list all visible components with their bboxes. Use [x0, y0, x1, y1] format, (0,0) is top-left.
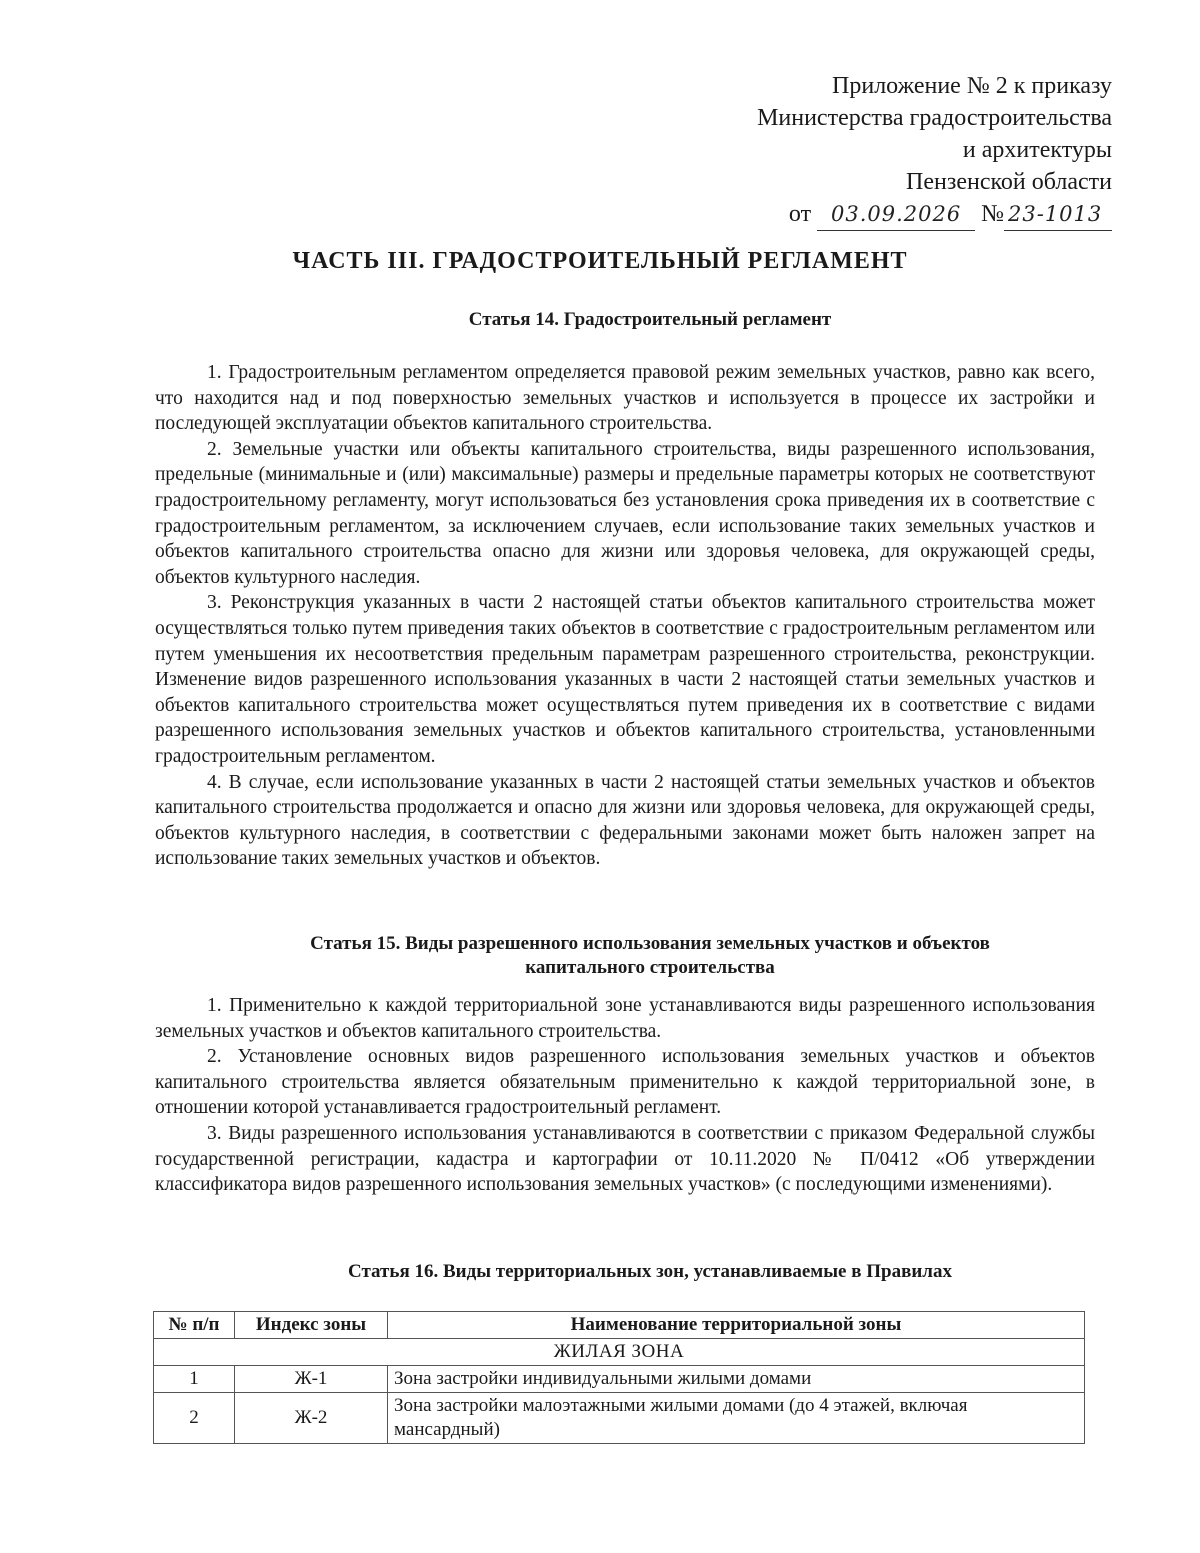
article-14-paragraph: 1. Градостроительным регламентом определяется правовой режим земельных участков, равно как всего, что находится над и под поверхностью земельных участков и используется в процессе их застройки и последующей эксплуатации объектов капитального строительства.: [155, 362, 1095, 435]
approval-block: [757, 70, 1112, 231]
article-16-title: Статья 16. Виды территориальных зон, устанавливаемые в Правилах: [348, 1261, 952, 1282]
row-zone-index: Ж-1: [235, 1366, 388, 1393]
table-row: [154, 1393, 1085, 1444]
zone-group-residential: ЖИЛАЯ ЗОНА: [154, 1339, 1085, 1366]
article-15-title-line-2: капитального строительства: [525, 957, 775, 978]
approval-line-2: Министерства градостроительства: [757, 105, 1112, 131]
order-number: 23-1013: [1004, 198, 1112, 231]
territorial-zones-table: [153, 1311, 1085, 1444]
article-14-title: Статья 14. Градостроительный регламент: [468, 309, 832, 330]
row-number: 2: [154, 1393, 235, 1444]
header-number: № п/п: [154, 1312, 235, 1339]
article-15-paragraph: 1. Применительно к каждой территориальной зоне устанавливаются виды разрешенного использования земельных участков и объектов капитального строительства.: [155, 995, 1095, 1042]
row-zone-index: Ж-2: [235, 1393, 388, 1444]
table-group-row: [154, 1339, 1085, 1366]
row-number: 1: [154, 1366, 235, 1393]
article-15-paragraph: 2. Установление основных видов разрешенного использования земельных участков и объектов капитального строительства является обязательным применительно к каждой территориальной зоне, в отношении которой устанавливается градостроительный регламент.: [155, 1046, 1095, 1119]
header-zone-name: Наименование территориальной зоны: [388, 1312, 1085, 1339]
number-prefix: №: [981, 201, 1004, 227]
order-date: 03.09.2026: [817, 198, 975, 231]
article-15-body: [155, 993, 1095, 1198]
article-14-paragraph: 4. В случае, если использование указанных в части 2 настоящей статьи земельных участков и объектов капитального строительства продолжается и опасно для жизни или здоровья человека, для окружающей среды, объектов культурного наследия, в соответствии с федеральными законами может быть наложен запрет на использование таких земельных участков и объектов.: [155, 771, 1095, 870]
article-14-body: [155, 360, 1095, 872]
approval-line-3: и архитектуры: [962, 137, 1112, 163]
article-15-paragraph: 3. Виды разрешенного использования устанавливаются в соответствии с приказом Федеральной службы государственной регистрации, кадастра и картографии от 10.11.2020 № П/0412 «Об утверждении классификатора видов разрешенного использования земельных участков» (с последующими изменениями).: [155, 1122, 1095, 1196]
approval-line-4: Пензенской области: [906, 169, 1112, 195]
article-14-paragraph: 3. Реконструкция указанных в части 2 настоящей статьи объектов капитального строительства может осуществляться только путем приведения таких объектов в соответствие с градостроительным регламентом или путем уменьшения их несоответствия предельным параметрам разрешенного строительства, реконструкции. Изменение видов разрешенного использования указанных в части 2 настоящей статьи земельных участков и объектов капитального строительства может осуществляться путем приведения их в соответствие с видами разрешенного использования земельных участков и объектов капитального строительства, установленными градостроительным регламентом.: [155, 592, 1095, 767]
article-15-title: [150, 932, 1150, 980]
approval-date-line: [757, 198, 1112, 231]
table-header-row: [154, 1312, 1085, 1339]
part-title: ЧАСТЬ III. ГРАДОСТРОИТЕЛЬНЫЙ РЕГЛАМЕНТ: [292, 248, 908, 274]
article-15-title-line-1: Статья 15. Виды разрешенного использования земельных участков и объектов: [310, 933, 990, 954]
header-zone-index: Индекс зоны: [235, 1312, 388, 1339]
table-row: [154, 1366, 1085, 1393]
date-prefix: от: [788, 201, 812, 227]
article-14-paragraph: 2. Земельные участки или объекты капитального строительства, виды разрешенного использования, предельные (минимальные и (или) максимальные) размеры и предельные параметры которых не соответствуют градостроительному регламенту, могут использоваться без установления срока приведения их в соответствие с градостроительным регламентом, за исключением случаев, если использование таких земельных участков и объектов капитального строительства опасно для жизни или здоровья человека, для окружающей среды, объектов культурного наследия.: [155, 438, 1095, 588]
row-zone-name: Зона застройки малоэтажными жилыми домами (до 4 этажей, включая мансардный): [388, 1393, 1085, 1444]
approval-line-1: Приложение № 2 к приказу: [832, 73, 1112, 99]
row-zone-name: Зона застройки индивидуальными жилыми домами: [388, 1366, 1085, 1393]
